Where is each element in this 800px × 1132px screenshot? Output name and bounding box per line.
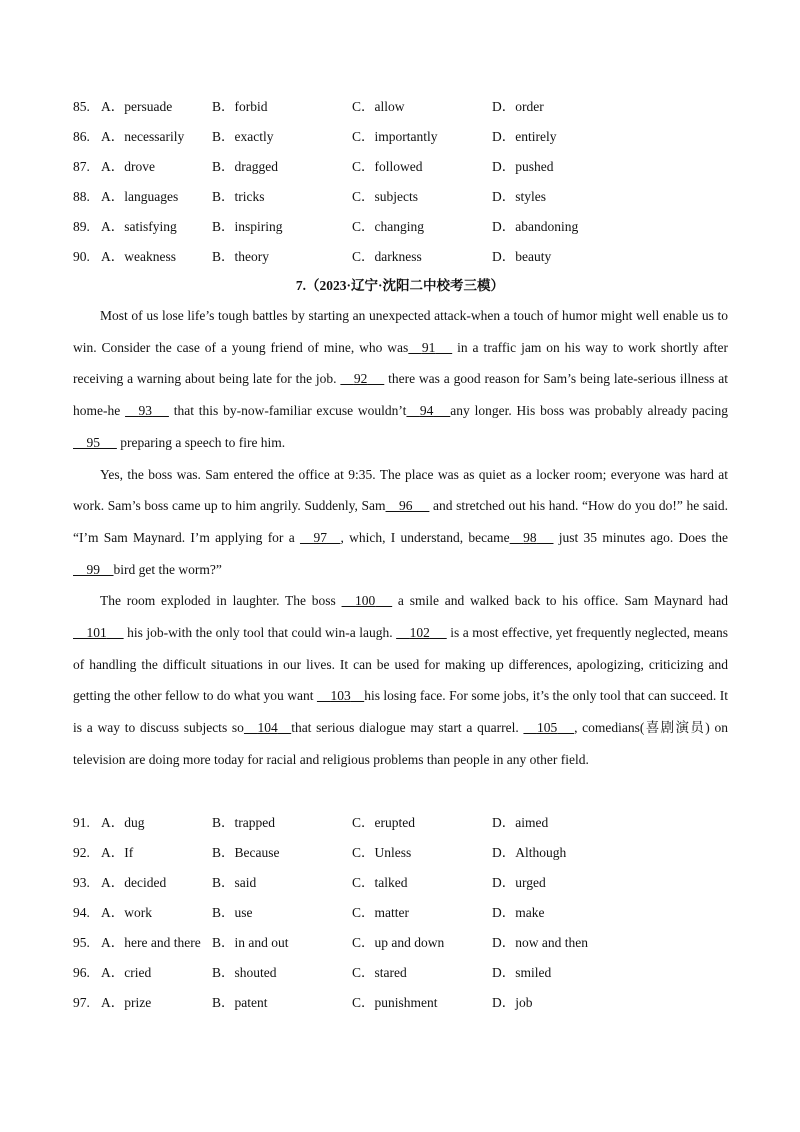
option-a: A．persuade [101, 99, 173, 114]
blank-101: 101 [86, 625, 107, 641]
option-a: A．prize [101, 995, 152, 1010]
option-b: B．Because [212, 845, 280, 860]
option-row-85 [73, 99, 733, 129]
blank-92: 92 [353, 371, 368, 387]
option-b: B．forbid [212, 99, 268, 114]
option-c: C．up and down [352, 935, 445, 950]
question-number: 95. [73, 935, 90, 950]
option-a: A．satisfying [101, 219, 177, 234]
option-a: A．work [101, 905, 152, 920]
option-d: D．beauty [492, 249, 552, 264]
blank-102: 102 [409, 625, 430, 641]
option-d: D．make [492, 905, 545, 920]
question-number: 91. [73, 815, 90, 830]
passage-text: Most of us lose life’s tough battles by starting an unexpected attack-when a touch of humor might well enable us to win. Consider the case of a young friend of mine, who was [73, 308, 728, 355]
passage-text: preparing a speech to fire him. [116, 434, 286, 450]
passage-paragraph-1 [73, 300, 728, 459]
blank-99: 99 [86, 561, 100, 577]
option-c: C．followed [352, 159, 423, 174]
option-d: D．styles [492, 189, 546, 204]
option-row-94 [73, 905, 733, 935]
option-row-88 [73, 189, 733, 219]
option-c: C．subjects [352, 189, 418, 204]
question-number: 87. [73, 159, 90, 174]
passage-paragraph-2 [73, 459, 728, 586]
option-b: B．inspiring [212, 219, 283, 234]
passage-text: just 35 minutes ago. Does the [553, 529, 728, 545]
question-number: 90. [73, 249, 90, 264]
question-number: 85. [73, 99, 90, 114]
option-a: A．languages [101, 189, 179, 204]
option-d: D．smiled [492, 965, 552, 980]
option-b: B．said [212, 875, 257, 890]
option-b: B．shouted [212, 965, 277, 980]
option-row-90 [73, 249, 733, 279]
passage-text: , which, I understand, became [340, 529, 510, 545]
option-a: A．decided [101, 875, 167, 890]
passage-text: , comedians(喜剧演员) on television are doing more today for racial and religious problems than people in any other field. [73, 720, 728, 767]
question-number: 89. [73, 219, 90, 234]
option-c: C．stared [352, 965, 407, 980]
option-b: B．trapped [212, 815, 275, 830]
passage [73, 300, 728, 776]
passage-text: is a most effective, yet frequently neglected, means of handling the difficult situations in our lives. It can be used for making up differences, apologizing, criticizing and getting the other fellow to do what you want [73, 625, 728, 704]
option-row-92 [73, 845, 733, 875]
passage-text: any longer. His boss was probably already pacing [450, 403, 729, 419]
blank-98: 98 [523, 529, 537, 545]
options-list-top [73, 99, 733, 279]
option-d: D．job [492, 995, 533, 1010]
option-row-97 [73, 995, 733, 1025]
option-b: B．tricks [212, 189, 265, 204]
option-b: B．theory [212, 249, 269, 264]
option-a: A．If [101, 845, 134, 860]
blank-93: 93 [138, 403, 153, 419]
question-number: 93. [73, 875, 90, 890]
option-c: C．changing [352, 219, 424, 234]
option-b: B．patent [212, 995, 268, 1010]
option-d: D．Although [492, 845, 567, 860]
option-d: D．pushed [492, 159, 554, 174]
passage-text: a smile and walked back to his office. Sam Maynard had [392, 593, 728, 609]
blank-96: 96 [399, 498, 413, 514]
blank-105: 105 [536, 720, 558, 736]
option-c: C．darkness [352, 249, 422, 264]
option-b: B．exactly [212, 129, 274, 144]
option-a: A．necessarily [101, 129, 185, 144]
passage-text: The room exploded in laughter. The boss [100, 593, 342, 609]
option-d: D．abandoning [492, 219, 579, 234]
passage-paragraph-3 [73, 585, 728, 775]
option-row-95 [73, 935, 733, 965]
option-row-89 [73, 219, 733, 249]
option-row-91 [73, 815, 733, 845]
option-a: A．cried [101, 965, 152, 980]
option-row-86 [73, 129, 733, 159]
option-row-96 [73, 965, 733, 995]
question-number: 86. [73, 129, 90, 144]
option-a: A．dug [101, 815, 145, 830]
option-c: C．Unless [352, 845, 412, 860]
section-title: 7.（2023·辽宁·沈阳二中校考三模） [295, 278, 505, 293]
option-c: C．allow [352, 99, 405, 114]
option-c: C．erupted [352, 815, 415, 830]
passage-text: that this by-now-familiar excuse wouldn’t [168, 403, 407, 419]
option-a: A．weakness [101, 249, 176, 264]
option-b: B．in and out [212, 935, 289, 950]
option-d: D．aimed [492, 815, 549, 830]
option-a: A．drove [101, 159, 155, 174]
question-number: 94. [73, 905, 90, 920]
option-row-87 [73, 159, 733, 189]
option-row-93 [73, 875, 733, 905]
options-list-bottom [73, 815, 733, 1025]
blank-91: 91 [421, 339, 436, 355]
option-d: D．now and then [492, 935, 588, 950]
option-c: C．importantly [352, 129, 438, 144]
blank-100: 100 [355, 593, 376, 609]
option-b: B．dragged [212, 159, 278, 174]
blank-103: 103 [330, 688, 351, 704]
option-c: C．matter [352, 905, 409, 920]
question-number: 96. [73, 965, 90, 980]
passage-text: and stretched out his hand. “How do you do!” he said. “I’m Sam Maynard. I’m applying for a [73, 498, 728, 545]
question-number: 88. [73, 189, 90, 204]
option-d: D．order [492, 99, 544, 114]
question-number: 92. [73, 845, 90, 860]
blank-95: 95 [86, 434, 100, 450]
passage-text: Yes, the boss was. Sam entered the office at 9:35. The place was as quiet as a locker room; everyone was hard at work. Sam’s boss came up to him angrily. Suddenly, Sam [73, 466, 728, 514]
passage-text: his job-with the only tool that could win-a laugh. [123, 625, 397, 641]
passage-text: that serious dialogue may start a quarrel. [291, 720, 524, 736]
option-b: B．use [212, 905, 253, 920]
question-number: 97. [73, 995, 90, 1010]
option-d: D．urged [492, 875, 546, 890]
passage-text: there was a good reason for Sam’s being late-serious illness at home-he [73, 371, 728, 419]
blank-104: 104 [257, 720, 278, 736]
passage-text: bird get the worm?” [113, 561, 222, 577]
passage-text: his losing face. For some jobs, it’s the only tool that can succeed. It is a way to discuss subjects so [73, 688, 728, 736]
option-d: D．entirely [492, 129, 557, 144]
option-c: C．punishment [352, 995, 438, 1010]
blank-97: 97 [313, 529, 327, 545]
option-a: A．here and there [101, 935, 201, 950]
option-c: C．talked [352, 875, 408, 890]
blank-94: 94 [419, 403, 434, 419]
passage-text: in a traffic jam on his way to work shortly after receiving a warning about being late for the job. [73, 339, 728, 387]
